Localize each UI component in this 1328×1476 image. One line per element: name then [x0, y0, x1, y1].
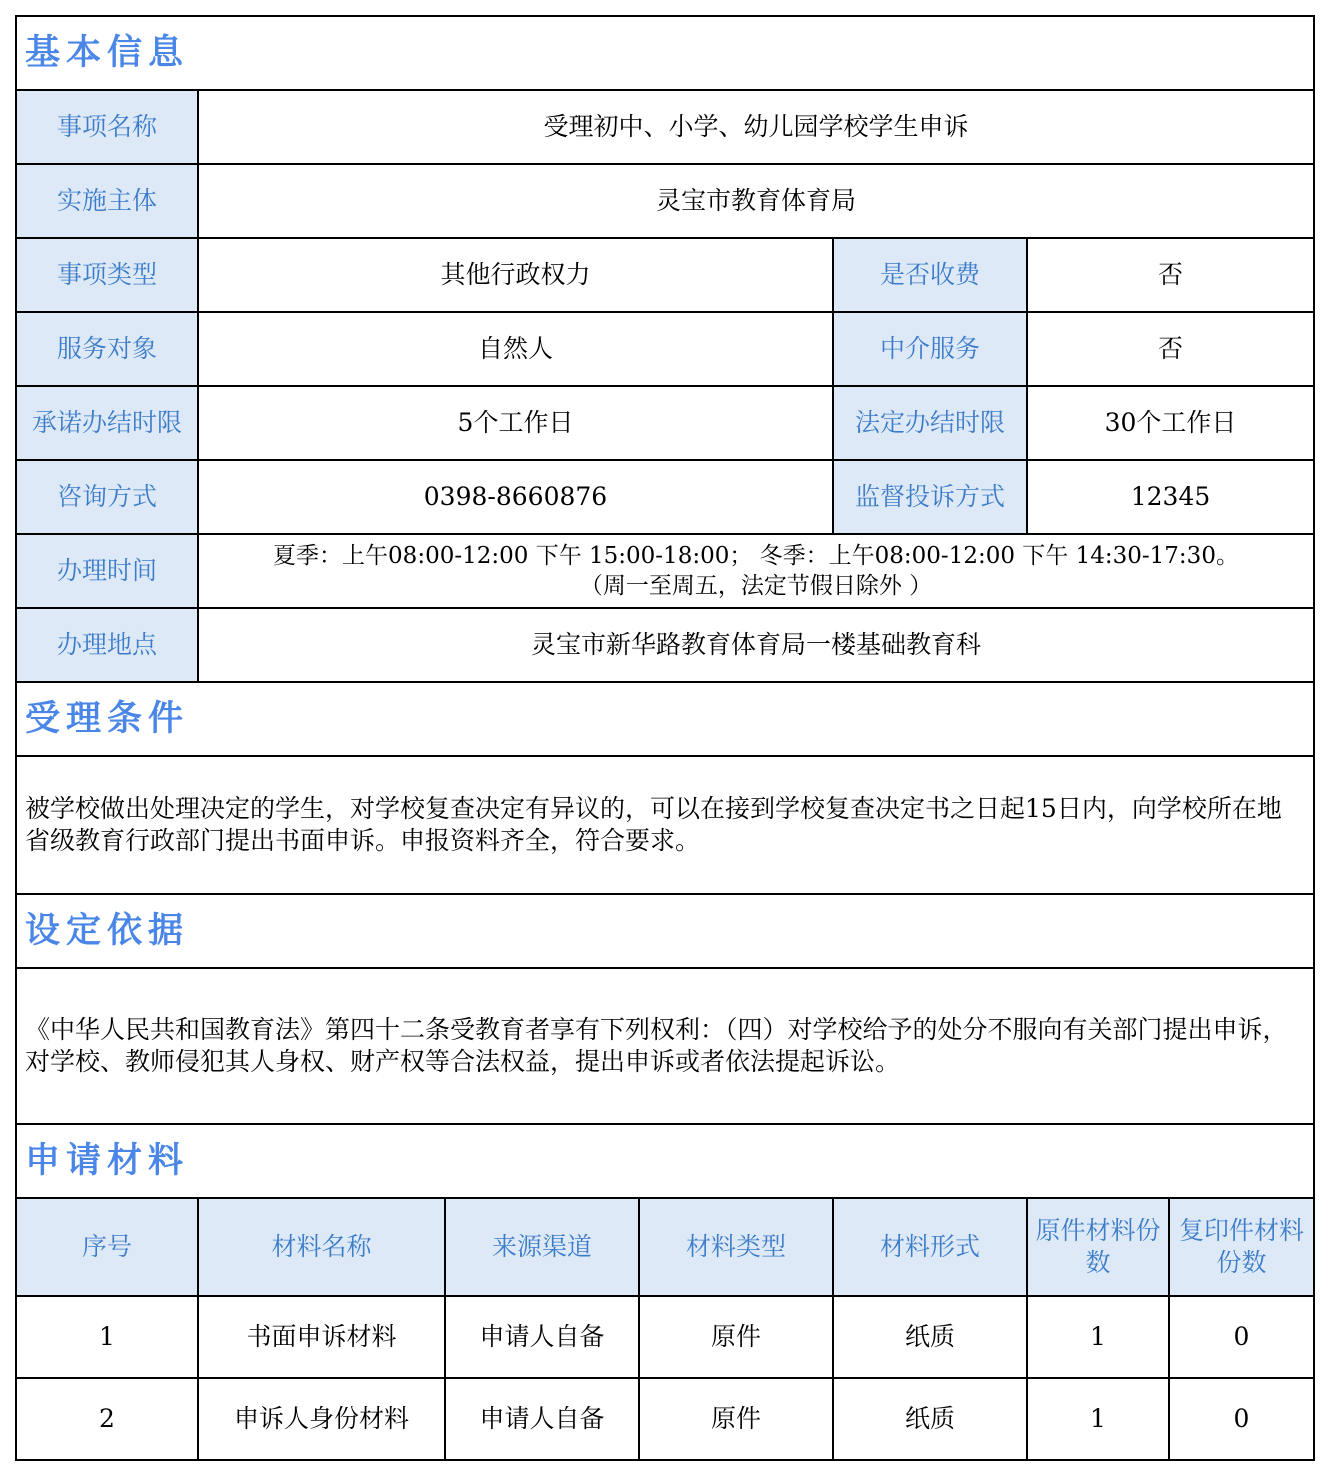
section-title-materials: 申请材料 [16, 1124, 1314, 1198]
type-value: 其他行政权力 [198, 238, 833, 312]
row-place [16, 608, 1314, 682]
header-source: 来源渠道 [445, 1198, 639, 1296]
materials-header-row [16, 1198, 1314, 1296]
service-guide [15, 15, 1313, 1461]
header-index: 序号 [16, 1198, 198, 1296]
target-label: 服务对象 [16, 312, 198, 386]
row-target [16, 312, 1314, 386]
item-name-label: 事项名称 [16, 90, 198, 164]
cell-type: 原件 [639, 1296, 833, 1378]
header-name: 材料名称 [198, 1198, 445, 1296]
complaint-value: 12345 [1027, 460, 1314, 534]
cell-index: 1 [16, 1296, 198, 1378]
legal-value: 30个工作日 [1027, 386, 1314, 460]
item-name-value: 受理初中、小学、幼儿园学校学生申诉 [198, 90, 1314, 164]
section-title-basic: 基本信息 [16, 16, 1314, 90]
row-basis [16, 968, 1314, 1124]
row-contact [16, 460, 1314, 534]
basis-text: 《中华人民共和国教育法》第四十二条受教育者享有下列权利：（四）对学校给予的处分不服向有关部门提出申诉，对学校、教师侵犯其人身权、财产权等合法权益，提出申诉或者依法提起诉讼。 [16, 968, 1314, 1124]
place-label: 办理地点 [16, 608, 198, 682]
guide-table [15, 15, 1315, 1461]
fee-value: 否 [1027, 238, 1314, 312]
promise-value: 5个工作日 [198, 386, 833, 460]
section-title-basis: 设定依据 [16, 894, 1314, 968]
consult-label: 咨询方式 [16, 460, 198, 534]
cell-source: 申请人自备 [445, 1378, 639, 1460]
header-copy-count: 复印件材料份数 [1169, 1198, 1314, 1296]
row-type [16, 238, 1314, 312]
section-basis-row [16, 894, 1314, 968]
table-row [16, 1378, 1314, 1460]
conditions-text: 被学校做出处理决定的学生，对学校复查决定有异议的，可以在接到学校复查决定书之日起15日内，向学校所在地省级教育行政部门提出书面申诉。申报资料齐全，符合要求。 [16, 756, 1314, 894]
agency-value: 否 [1027, 312, 1314, 386]
hours-line-1: 夏季：上午08:00-12:00 下午 15:00-18:00； 冬季：上午08:00-12:00 下午 14:30-17:30。 [273, 543, 1239, 569]
row-item-name [16, 90, 1314, 164]
target-value: 自然人 [198, 312, 833, 386]
header-type: 材料类型 [639, 1198, 833, 1296]
row-conditions [16, 756, 1314, 894]
consult-value: 0398-8660876 [198, 460, 833, 534]
cell-index: 2 [16, 1378, 198, 1460]
legal-label: 法定办结时限 [833, 386, 1027, 460]
complaint-label: 监督投诉方式 [833, 460, 1027, 534]
section-basic-row [16, 16, 1314, 90]
hours-value [198, 534, 1314, 608]
section-conditions-row [16, 682, 1314, 756]
row-subject [16, 164, 1314, 238]
section-title-conditions: 受理条件 [16, 682, 1314, 756]
hours-line-2: （周一至周五，法定节假日除外 ） [579, 573, 933, 599]
cell-original-count: 1 [1027, 1378, 1169, 1460]
hours-label: 办理时间 [16, 534, 198, 608]
table-row [16, 1296, 1314, 1378]
cell-source: 申请人自备 [445, 1296, 639, 1378]
cell-form: 纸质 [833, 1378, 1027, 1460]
agency-label: 中介服务 [833, 312, 1027, 386]
promise-label: 承诺办结时限 [16, 386, 198, 460]
header-form: 材料形式 [833, 1198, 1027, 1296]
cell-copy-count: 0 [1169, 1296, 1314, 1378]
fee-label: 是否收费 [833, 238, 1027, 312]
subject-label: 实施主体 [16, 164, 198, 238]
cell-original-count: 1 [1027, 1296, 1169, 1378]
subject-value: 灵宝市教育体育局 [198, 164, 1314, 238]
section-materials-row [16, 1124, 1314, 1198]
type-label: 事项类型 [16, 238, 198, 312]
cell-form: 纸质 [833, 1296, 1027, 1378]
row-time-limit [16, 386, 1314, 460]
cell-name: 申诉人身份材料 [198, 1378, 445, 1460]
cell-name: 书面申诉材料 [198, 1296, 445, 1378]
row-hours [16, 534, 1314, 608]
place-value: 灵宝市新华路教育体育局一楼基础教育科 [198, 608, 1314, 682]
header-original-count: 原件材料份数 [1027, 1198, 1169, 1296]
cell-type: 原件 [639, 1378, 833, 1460]
cell-copy-count: 0 [1169, 1378, 1314, 1460]
